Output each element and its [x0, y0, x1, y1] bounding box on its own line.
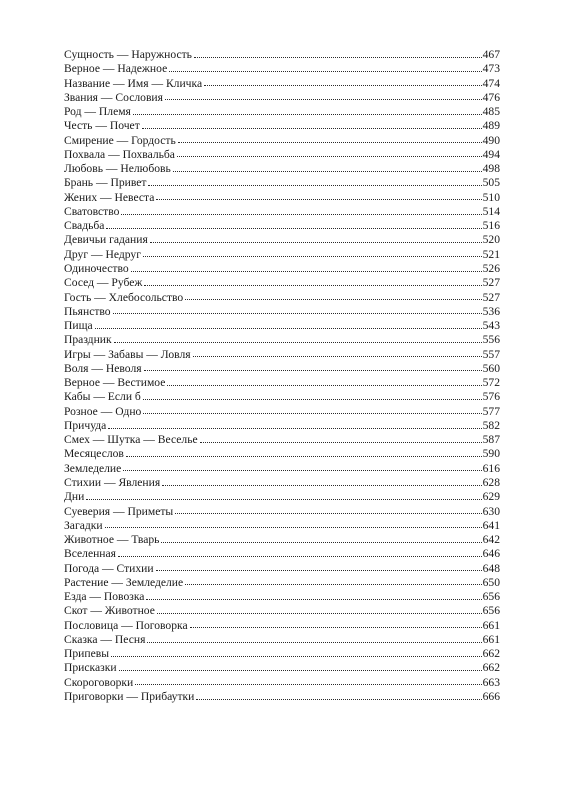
- dot-leader: [118, 556, 482, 557]
- toc-entry-title: Название — Имя — Кличка: [64, 76, 203, 90]
- toc-entry: [64, 162, 500, 176]
- toc-entry-page-number: 489: [482, 119, 500, 133]
- dot-leader: [106, 228, 481, 229]
- toc-entry: [64, 576, 500, 590]
- toc-entry-page-number: 577: [482, 404, 500, 418]
- toc-entry-title: Брань — Привет: [64, 176, 147, 190]
- toc-entry-page-number: 662: [482, 661, 500, 675]
- toc-entry-page-number: 474: [482, 76, 500, 90]
- toc-entry-title: Праздник: [64, 333, 112, 347]
- toc-entry: [64, 376, 500, 390]
- dot-leader: [162, 485, 481, 486]
- toc-entry: [64, 647, 500, 661]
- toc-entry-title: Одиночество: [64, 261, 129, 275]
- toc-entry-page-number: 527: [482, 276, 500, 290]
- dot-leader: [123, 470, 481, 471]
- toc-entry-page-number: 663: [482, 675, 500, 689]
- toc-entry-page-number: 510: [482, 190, 500, 204]
- dot-leader: [146, 599, 481, 600]
- dot-leader: [196, 699, 481, 700]
- toc-entry: [64, 148, 500, 162]
- dot-leader: [86, 499, 481, 500]
- toc-entry: [64, 176, 500, 190]
- toc-entry-title: Скороговорки: [64, 675, 134, 689]
- toc-entry: [64, 690, 500, 704]
- toc-entry-title: Любовь — Нелюбовь: [64, 162, 171, 176]
- dot-leader: [194, 57, 482, 58]
- toc-entry-title: Сущность — Наружность: [64, 48, 192, 61]
- toc-entry-page-number: 556: [482, 333, 500, 347]
- toc-entry-page-number: 536: [482, 304, 500, 318]
- toc-entry-title: Земледелие: [64, 461, 122, 475]
- toc-entry-title: Дни: [64, 490, 85, 504]
- dot-leader: [190, 627, 482, 628]
- toc-entry-title: Род — Племя: [64, 105, 131, 119]
- toc-entry: [64, 291, 500, 305]
- dot-leader: [150, 242, 482, 243]
- toc-entry-title: Загадки: [64, 518, 103, 532]
- toc-entry: [64, 619, 500, 633]
- toc-entry: [64, 405, 500, 419]
- toc-entry: [64, 562, 500, 576]
- toc-entry-page-number: 467: [482, 48, 500, 61]
- toc-entry-title: Пьянство: [64, 304, 111, 318]
- toc-entry-page-number: 572: [482, 376, 500, 390]
- toc-entry-page-number: 498: [482, 162, 500, 176]
- toc-entry-title: Езда — Повозка: [64, 590, 145, 604]
- dot-leader: [156, 570, 482, 571]
- dot-leader: [131, 271, 482, 272]
- toc-entry-title: Жених — Невеста: [64, 190, 155, 204]
- dot-leader: [143, 399, 482, 400]
- toc-entry-title: Растение — Земледелие: [64, 575, 184, 589]
- toc-entry-title: Смех — Шутка — Веселье: [64, 433, 198, 447]
- toc-entry-page-number: 527: [482, 290, 500, 304]
- toc-entry-page-number: 494: [482, 147, 500, 161]
- toc-entry-title: Причуда: [64, 418, 107, 432]
- toc-entry-title: Погода — Стихии: [64, 561, 154, 575]
- toc-entry-page-number: 514: [482, 204, 500, 218]
- toc-entry-page-number: 656: [482, 590, 500, 604]
- toc-entry: [64, 233, 500, 247]
- toc-entry-page-number: 526: [482, 261, 500, 275]
- toc-entry: [64, 633, 500, 647]
- dot-leader: [143, 413, 481, 414]
- toc-entry-title: Сосед — Рубеж: [64, 276, 143, 290]
- dot-leader: [178, 142, 482, 143]
- dot-leader: [113, 313, 482, 314]
- toc-entry-title: Смирение — Гордость: [64, 133, 176, 147]
- toc-entry-page-number: 616: [482, 461, 500, 475]
- dot-leader: [111, 656, 482, 657]
- toc-entry: [64, 419, 500, 433]
- toc-entry: [64, 590, 500, 604]
- toc-entry-page-number: 650: [482, 575, 500, 589]
- dot-leader: [147, 642, 481, 643]
- toc-entry: [64, 91, 500, 105]
- toc-entry-page-number: 473: [482, 62, 500, 76]
- toc-entry-page-number: 646: [482, 547, 500, 561]
- toc-entry: [64, 191, 500, 205]
- toc-entry-title: Воля — Неволя: [64, 361, 142, 375]
- toc-entry: [64, 533, 500, 547]
- toc-entry-page-number: 485: [482, 105, 500, 119]
- toc-entry-page-number: 490: [482, 133, 500, 147]
- toc-entry-title: Верное — Вестимое: [64, 376, 166, 390]
- dot-leader: [157, 613, 482, 614]
- toc-entry-page-number: 582: [482, 418, 500, 432]
- toc-entry: [64, 462, 500, 476]
- dot-leader: [144, 285, 481, 286]
- toc-entry-page-number: 641: [482, 518, 500, 532]
- toc-entry-page-number: 656: [482, 604, 500, 618]
- dot-leader: [148, 185, 481, 186]
- dot-leader: [173, 171, 482, 172]
- dot-leader: [142, 128, 482, 129]
- dot-leader: [144, 370, 482, 371]
- toc-entry: [64, 433, 500, 447]
- toc-entry-title: Девичьи гадания: [64, 233, 148, 247]
- toc-entry: [64, 119, 500, 133]
- toc-entry-title: Суеверия — Приметы: [64, 504, 174, 518]
- dot-leader: [95, 328, 482, 329]
- table-of-contents: [64, 48, 500, 704]
- toc-entry-title: Месяцеслов: [64, 447, 124, 461]
- toc-entry-page-number: 560: [482, 361, 500, 375]
- toc-entry-title: Друг — Недруг: [64, 247, 141, 261]
- dot-leader: [133, 114, 482, 115]
- toc-entry: [64, 333, 500, 347]
- toc-entry-title: Припевы: [64, 647, 109, 661]
- dot-leader: [165, 99, 482, 100]
- toc-entry: [64, 476, 500, 490]
- toc-entry-page-number: 576: [482, 390, 500, 404]
- dot-leader: [156, 199, 481, 200]
- toc-entry-page-number: 629: [482, 490, 500, 504]
- toc-entry: [64, 134, 500, 148]
- toc-entry-page-number: 648: [482, 561, 500, 575]
- toc-entry-page-number: 661: [482, 632, 500, 646]
- dot-leader: [175, 513, 481, 514]
- toc-entry-title: Скот — Животное: [64, 604, 155, 618]
- toc-entry-title: Сказка — Песня: [64, 632, 146, 646]
- toc-entry: [64, 390, 500, 404]
- dot-leader: [143, 256, 482, 257]
- dot-leader: [105, 527, 482, 528]
- toc-entry-title: Честь — Почет: [64, 119, 140, 133]
- toc-entry-page-number: 628: [482, 475, 500, 489]
- toc-entry: [64, 447, 500, 461]
- toc-entry-title: Звания — Сословия: [64, 90, 163, 104]
- toc-entry-title: Кабы — Если б: [64, 390, 141, 404]
- toc-entry-page-number: 666: [482, 689, 500, 703]
- toc-entry: [64, 505, 500, 519]
- toc-entry-title: Пословица — Поговорка: [64, 618, 188, 632]
- toc-entry-title: Сватовство: [64, 204, 120, 218]
- toc-entry-page-number: 521: [482, 247, 500, 261]
- toc-entry: [64, 490, 500, 504]
- toc-entry-title: Свадьба: [64, 219, 105, 233]
- dot-leader: [161, 542, 481, 543]
- toc-entry-title: Приговорки — Прибаутки: [64, 689, 195, 703]
- toc-entry-page-number: 590: [482, 447, 500, 461]
- toc-entry: [64, 219, 500, 233]
- toc-entry-title: Розное — Одно: [64, 404, 142, 418]
- dot-leader: [200, 442, 482, 443]
- toc-entry-title: Присказки: [64, 661, 117, 675]
- dot-leader: [119, 670, 482, 671]
- toc-entry: [64, 519, 500, 533]
- toc-entry-page-number: 661: [482, 618, 500, 632]
- dot-leader: [193, 356, 482, 357]
- toc-entry: [64, 305, 500, 319]
- toc-entry: [64, 77, 500, 91]
- toc-entry: [64, 348, 500, 362]
- toc-entry: [64, 248, 500, 262]
- toc-entry: [64, 262, 500, 276]
- toc-entry-title: Пища: [64, 319, 93, 333]
- dot-leader: [121, 214, 481, 215]
- toc-entry: [64, 62, 500, 76]
- toc-entry-page-number: 505: [482, 176, 500, 190]
- toc-entry-title: Игры — Забавы — Ловля: [64, 347, 191, 361]
- toc-entry-page-number: 557: [482, 347, 500, 361]
- toc-entry: [64, 604, 500, 618]
- toc-entry: [64, 676, 500, 690]
- toc-entry-title: Животное — Тварь: [64, 533, 160, 547]
- toc-entry-page-number: 543: [482, 319, 500, 333]
- toc-entry: [64, 105, 500, 119]
- toc-entry: [64, 276, 500, 290]
- dot-leader: [204, 85, 482, 86]
- toc-entry-page-number: 520: [482, 233, 500, 247]
- dot-leader: [126, 456, 482, 457]
- dot-leader: [177, 156, 482, 157]
- dot-leader: [167, 385, 481, 386]
- dot-leader: [169, 71, 481, 72]
- dot-leader: [114, 342, 482, 343]
- toc-entry: [64, 205, 500, 219]
- toc-entry-page-number: 587: [482, 433, 500, 447]
- toc-entry-page-number: 516: [482, 219, 500, 233]
- toc-entry-title: Стихии — Явления: [64, 475, 161, 489]
- toc-entry-page-number: 630: [482, 504, 500, 518]
- dot-leader: [135, 684, 481, 685]
- toc-entry: [64, 661, 500, 675]
- toc-entry-title: Похвала — Похвальба: [64, 147, 175, 161]
- dot-leader: [108, 428, 481, 429]
- toc-entry-title: Вселенная: [64, 547, 116, 561]
- toc-entry: [64, 362, 500, 376]
- toc-entry: [64, 547, 500, 561]
- toc-entry-page-number: 662: [482, 647, 500, 661]
- toc-entry-page-number: 642: [482, 533, 500, 547]
- toc-entry: [64, 48, 500, 62]
- toc-entry: [64, 319, 500, 333]
- dot-leader: [185, 584, 481, 585]
- toc-entry-title: Верное — Надежное: [64, 62, 168, 76]
- toc-entry-title: Гость — Хлебосольство: [64, 290, 184, 304]
- toc-entry-page-number: 476: [482, 90, 500, 104]
- dot-leader: [185, 299, 481, 300]
